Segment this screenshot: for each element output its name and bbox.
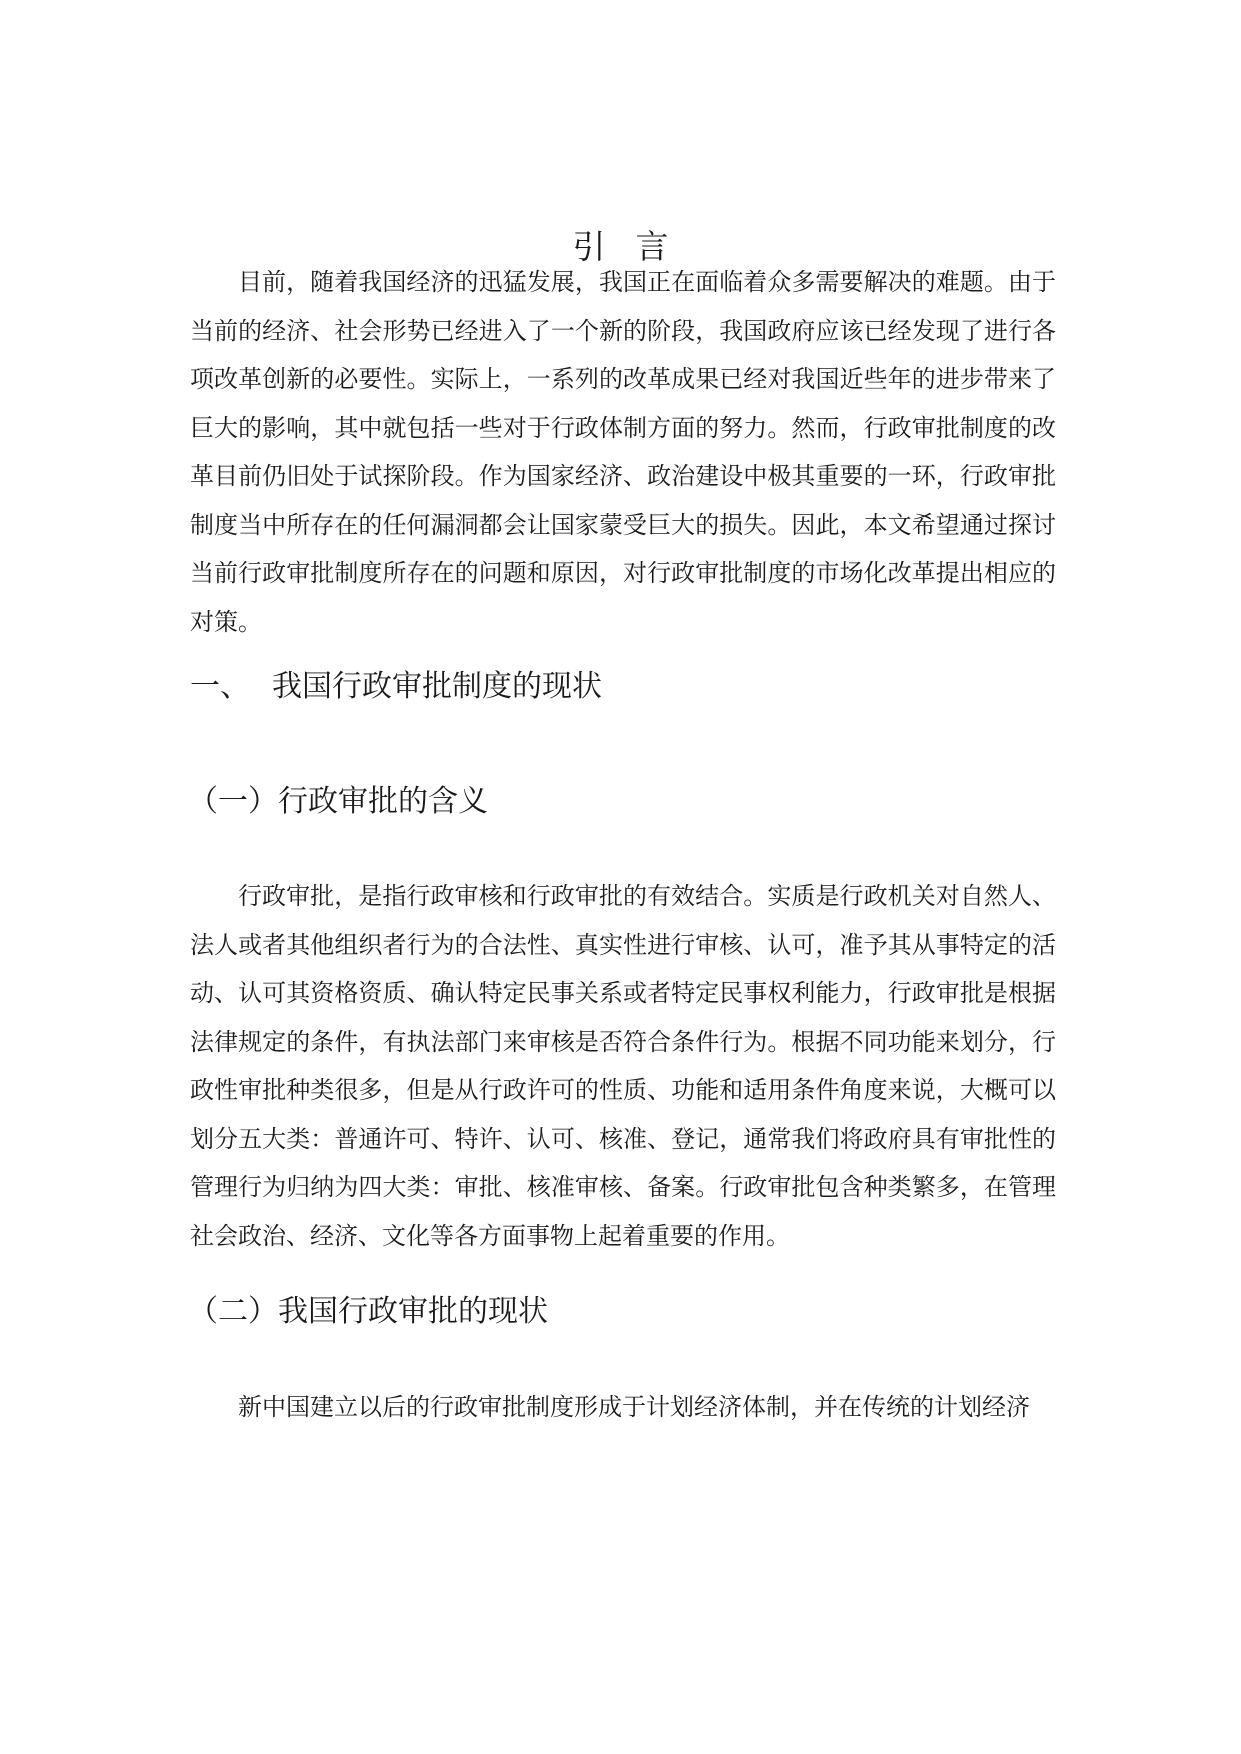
section-title: 我国行政审批制度的现状 (272, 669, 602, 704)
subsection-heading-1 (188, 780, 488, 824)
section-heading-1 (190, 665, 602, 709)
page-title: 引言 (572, 227, 699, 266)
subsection-heading-2 (188, 1290, 548, 1334)
intro-paragraph: 目前，随着我国经济的迅猛发展，我国正在面临着众多需要解决的难题。由于当前的经济、社会形势已经进入了一个新的阶段，我国政府应该已经发现了进行各项改革创新的必要性。实际上，一系列的改革成果已经对我国近些年的进步带来了巨大的影响，其中就包括一些对于行政体制方面的努力。然而，行政审批制度的改革目前仍旧处于试探阶段。作为国家经济、政治建设中极其重要的一环，行政审批制度当中所存在的任何漏洞都会让国家蒙受巨大的损失。因此，本文希望通过探讨当前行政审批制度所存在的问题和原因，对行政审批制度的市场化改革提出相应的对策。 (190, 268, 1056, 636)
section-number: 一、 (190, 669, 250, 704)
subsection-1-paragraph: 行政审批，是指行政审核和行政审批的有效结合。实质是行政机关对自然人、法人或者其他组织者行为的合法性、真实性进行审核、认可，准予其从事特定的活动、认可其资格资质、确认特定民事关系或者特定民事权利能力，行政审批是根据法律规定的条件，有执法部门来审核是否符合条件行为。根据不同功能来划分，行政性审批种类很多，但是从行政许可的性质、功能和适用条件角度来说，大概可以划分五大类：普通许可、特许、认可、核准、登记，通常我们将政府具有审批性的管理行为归纳为四大类：审批、核准审核、备案。行政审批包含种类繁多，在管理社会政治、经济、文化等各方面事物上起着重要的作用。 (190, 882, 1056, 1250)
subsection-title: 行政审批的含义 (278, 784, 488, 819)
subsection-2-paragraph: 新中国建立以后的行政审批制度形成于计划经济体制，并在传统的计划经济 (238, 1393, 1030, 1421)
subsection-title: 我国行政审批的现状 (278, 1294, 548, 1329)
subsection-number: （二） (188, 1294, 278, 1329)
subsection-number: （一） (188, 784, 278, 819)
